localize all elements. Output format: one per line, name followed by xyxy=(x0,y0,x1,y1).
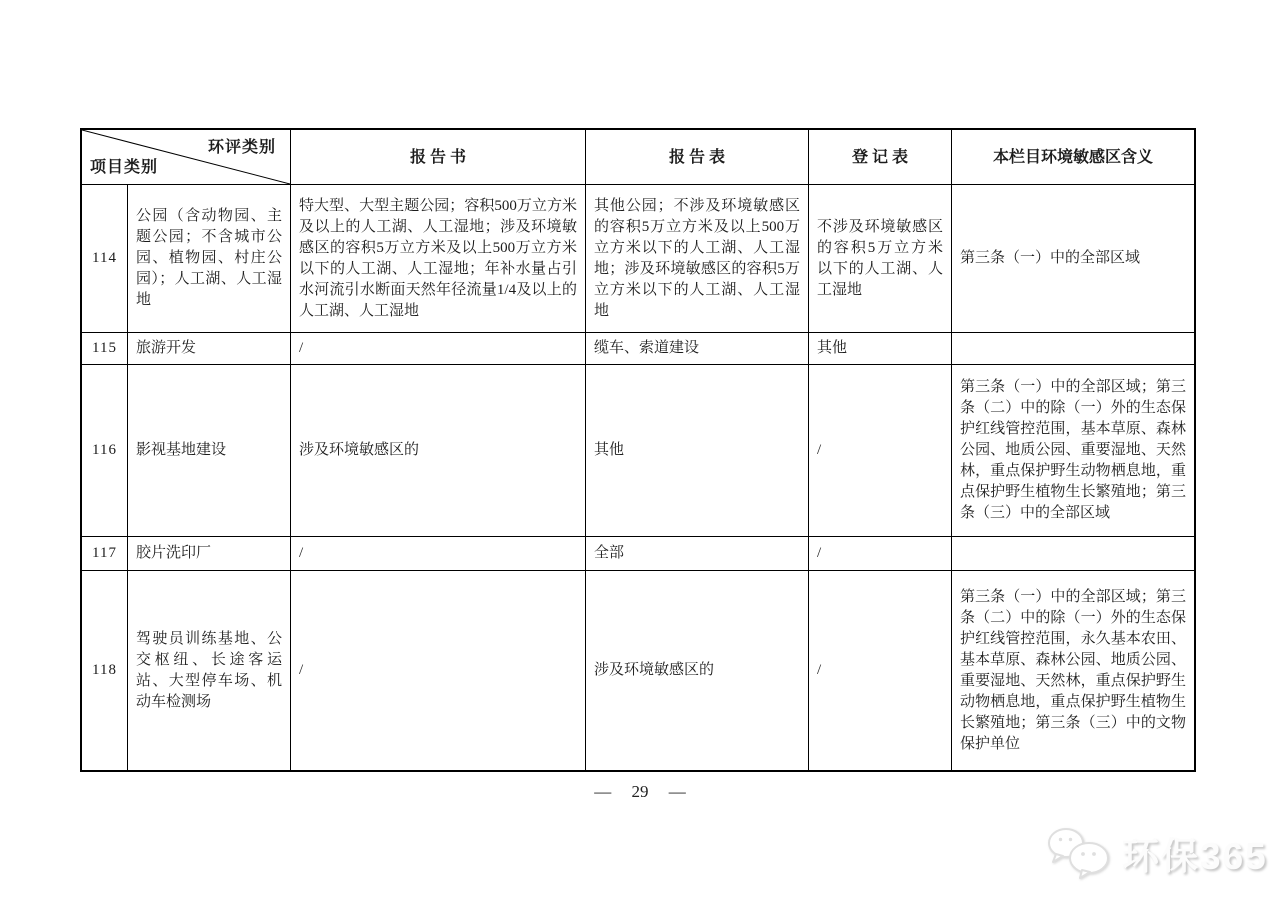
header-report-form: 报 告 表 xyxy=(586,130,809,185)
header-registration-form: 登 记 表 xyxy=(809,130,952,185)
header-report-book: 报 告 书 xyxy=(291,130,586,185)
watermark xyxy=(1046,826,1268,880)
report-book-cell: 特大型、大型主题公园；容积500万立方米及以上的人工湖、人工湿地；涉及环境敏感区的容积5万立方米及以上500万立方米以下的人工湖、人工湿地；年补水量占引水河流引水断面天然年径流量1/4及以上的人工湖、人工湿地 xyxy=(291,185,586,333)
report-form-cell: 缆车、索道建设 xyxy=(586,333,809,365)
registration-form-cell: / xyxy=(809,571,952,770)
sensitive-area-meaning-cell xyxy=(952,537,1194,571)
wechat-chat-bubbles-icon xyxy=(1046,826,1112,880)
header-sensitive-area-meaning: 本栏目环境敏感区含义 xyxy=(952,130,1194,185)
registration-form-cell: / xyxy=(809,537,952,571)
diagonal-header-cell xyxy=(82,130,291,185)
report-book-cell: / xyxy=(291,537,586,571)
row-number-cell: 115 xyxy=(82,333,128,365)
header-project-category-label: 项目类别 xyxy=(90,159,159,176)
sensitive-area-meaning-cell: 第三条（一）中的全部区域 xyxy=(952,185,1194,333)
project-name-cell: 公园（含动物园、主题公园；不含城市公园、植物园、村庄公园）；人工湖、人工湿地 xyxy=(128,185,291,333)
report-form-cell: 涉及环境敏感区的 xyxy=(586,571,809,770)
report-form-cell: 全部 xyxy=(586,537,809,571)
row-number-cell: 118 xyxy=(82,571,128,770)
page-number: — 29 — xyxy=(594,782,686,801)
report-book-cell: / xyxy=(291,571,586,770)
report-book-cell: / xyxy=(291,333,586,365)
project-name-cell: 影视基地建设 xyxy=(128,365,291,537)
row-number-cell: 114 xyxy=(82,185,128,333)
watermark-label: 环保365 xyxy=(1122,836,1268,877)
eia-classification-table xyxy=(80,128,1196,772)
report-form-cell: 其他 xyxy=(586,365,809,537)
report-book-cell: 涉及环境敏感区的 xyxy=(291,365,586,537)
project-name-cell: 驾驶员训练基地、公交枢纽、长途客运站、大型停车场、机动车检测场 xyxy=(128,571,291,770)
sensitive-area-meaning-cell: 第三条（一）中的全部区域；第三条（二）中的除（一）外的生态保护红线管控范围，永久基本农田、基本草原、森林公园、地质公园、重要湿地、天然林，重点保护野生动物栖息地，重点保护野生植物生长繁殖地；第三条（三）中的文物保护单位 xyxy=(960,588,1186,752)
report-form-cell: 其他公园；不涉及环境敏感区的容积5万立方米及以上500万立方米以下的人工湖、人工湿地；涉及环境敏感区的容积5万立方米以下的人工湖、人工湿地 xyxy=(586,185,809,333)
registration-form-cell: 不涉及环境敏感区的容积5万立方米以下的人工湖、人工湿地 xyxy=(809,185,952,333)
header-eia-category-label: 环评类别 xyxy=(207,139,276,156)
project-name-cell: 胶片洗印厂 xyxy=(128,537,291,571)
sensitive-area-meaning-cell xyxy=(952,333,1194,365)
registration-form-cell: / xyxy=(809,365,952,537)
registration-form-cell: 其他 xyxy=(809,333,952,365)
row-number-cell: 117 xyxy=(82,537,128,571)
row-number-cell: 116 xyxy=(82,365,128,537)
project-name-cell: 旅游开发 xyxy=(128,333,291,365)
sensitive-area-meaning-cell: 第三条（一）中的全部区域；第三条（二）中的除（一）外的生态保护红线管控范围，基本草原、森林公园、地质公园、重要湿地、天然林，重点保护野生动物栖息地，重点保护野生植物生长繁殖地；第三条（三）中的全部区域 xyxy=(952,365,1194,537)
